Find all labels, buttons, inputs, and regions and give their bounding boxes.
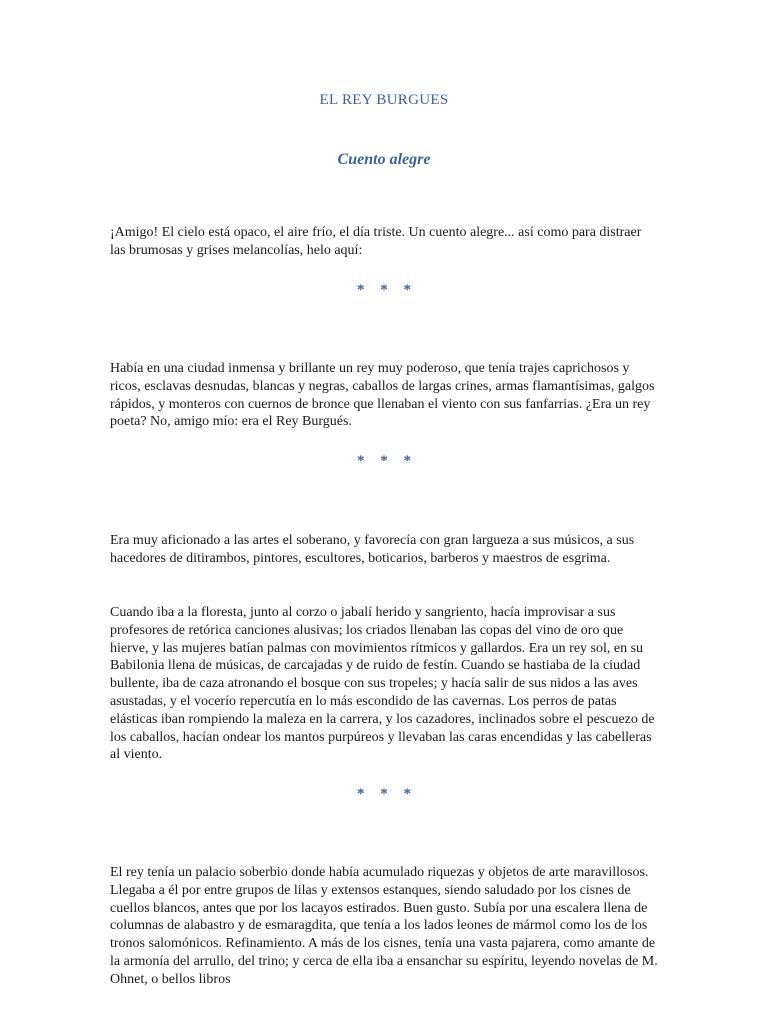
section-separator-2: * * *: [357, 453, 417, 469]
paragraph-3: Era muy aficionado a las artes el soberano, y favorecía con gran largueza a sus músicos, a sus hacedores de ditirambos, pintores, escultores, boticarios, barberos y maestros de esgrima.: [110, 533, 635, 566]
section-separator-3: * * *: [357, 786, 417, 802]
document-title: EL REY BURGUES: [319, 92, 449, 108]
section-separator-1: * * *: [357, 282, 417, 298]
document-subtitle: Cuento alegre: [337, 151, 431, 168]
paragraph-4: Cuando iba a la floresta, junto al corzo o jabalí herido y sangriento, hacía improvisar a sus profesores de retórica canciones alusivas; los criados llenaban las copas del vino de oro que hierve, y las mujeres batían palmas con movimientos rítmicos y gallardos. Era un rey sol, en su Babilonia llena de músicas, de carcajadas y de ruido de festín. Cuando se hastiaba de la ciudad bullente, iba de caza atronando el bosque con sus tropeles; y hacía salir de sus nidos a las aves asustadas, y el vocerío repercutía en lo más escondido de las cavernas. Los perros de patas elásticas iban rompiendo la maleza en la carrera, y los cazadores, inclinados sobre el pescuezo de los caballos, hacían ondear los mantos purpúreos y llevaban las caras encendidas y las cabelleras al viento.: [110, 605, 655, 763]
paragraph-2: Había en una ciudad inmensa y brillante un rey muy poderoso, que tenía trajes caprichosos y ricos, esclavas desnudas, blancas y negras, caballos de largas crines, armas flamantísimas, galgos rápidos, y monteros con cuernos de bronce que llenaban el viento con sus fanfarrias. ¿Era un rey poeta? No, amigo mío: era el Rey Burgués.: [110, 361, 655, 430]
paragraph-5: El rey tenía un palacio soberbio donde había acumulado riquezas y objetos de arte maravillosos. Llegaba a él por entre grupos de lilas y extensos estanques, siendo saludado por los cisnes de cuellos blancos, antes que por los lacayos estirados. Buen gusto. Subía por una escalera llena de columnas de alabastro y de esmaragdita, que tenía a los lados leones de mármol como los de los tronos salomónicos. Refinamiento. A más de los cisnes, tenía una vasta pajarera, como amante de la armonía del arrullo, del trino; y cerca de ella iba a ensanchar su espíritu, leyendo novelas de M. Ohnet, o bellos libros: [110, 865, 658, 987]
paragraph-1: ¡Amigo! El cielo está opaco, el aire frío, el día triste. Un cuento alegre... así como para distraer las brumosas y grises melancolías, helo aquí:: [110, 225, 642, 258]
